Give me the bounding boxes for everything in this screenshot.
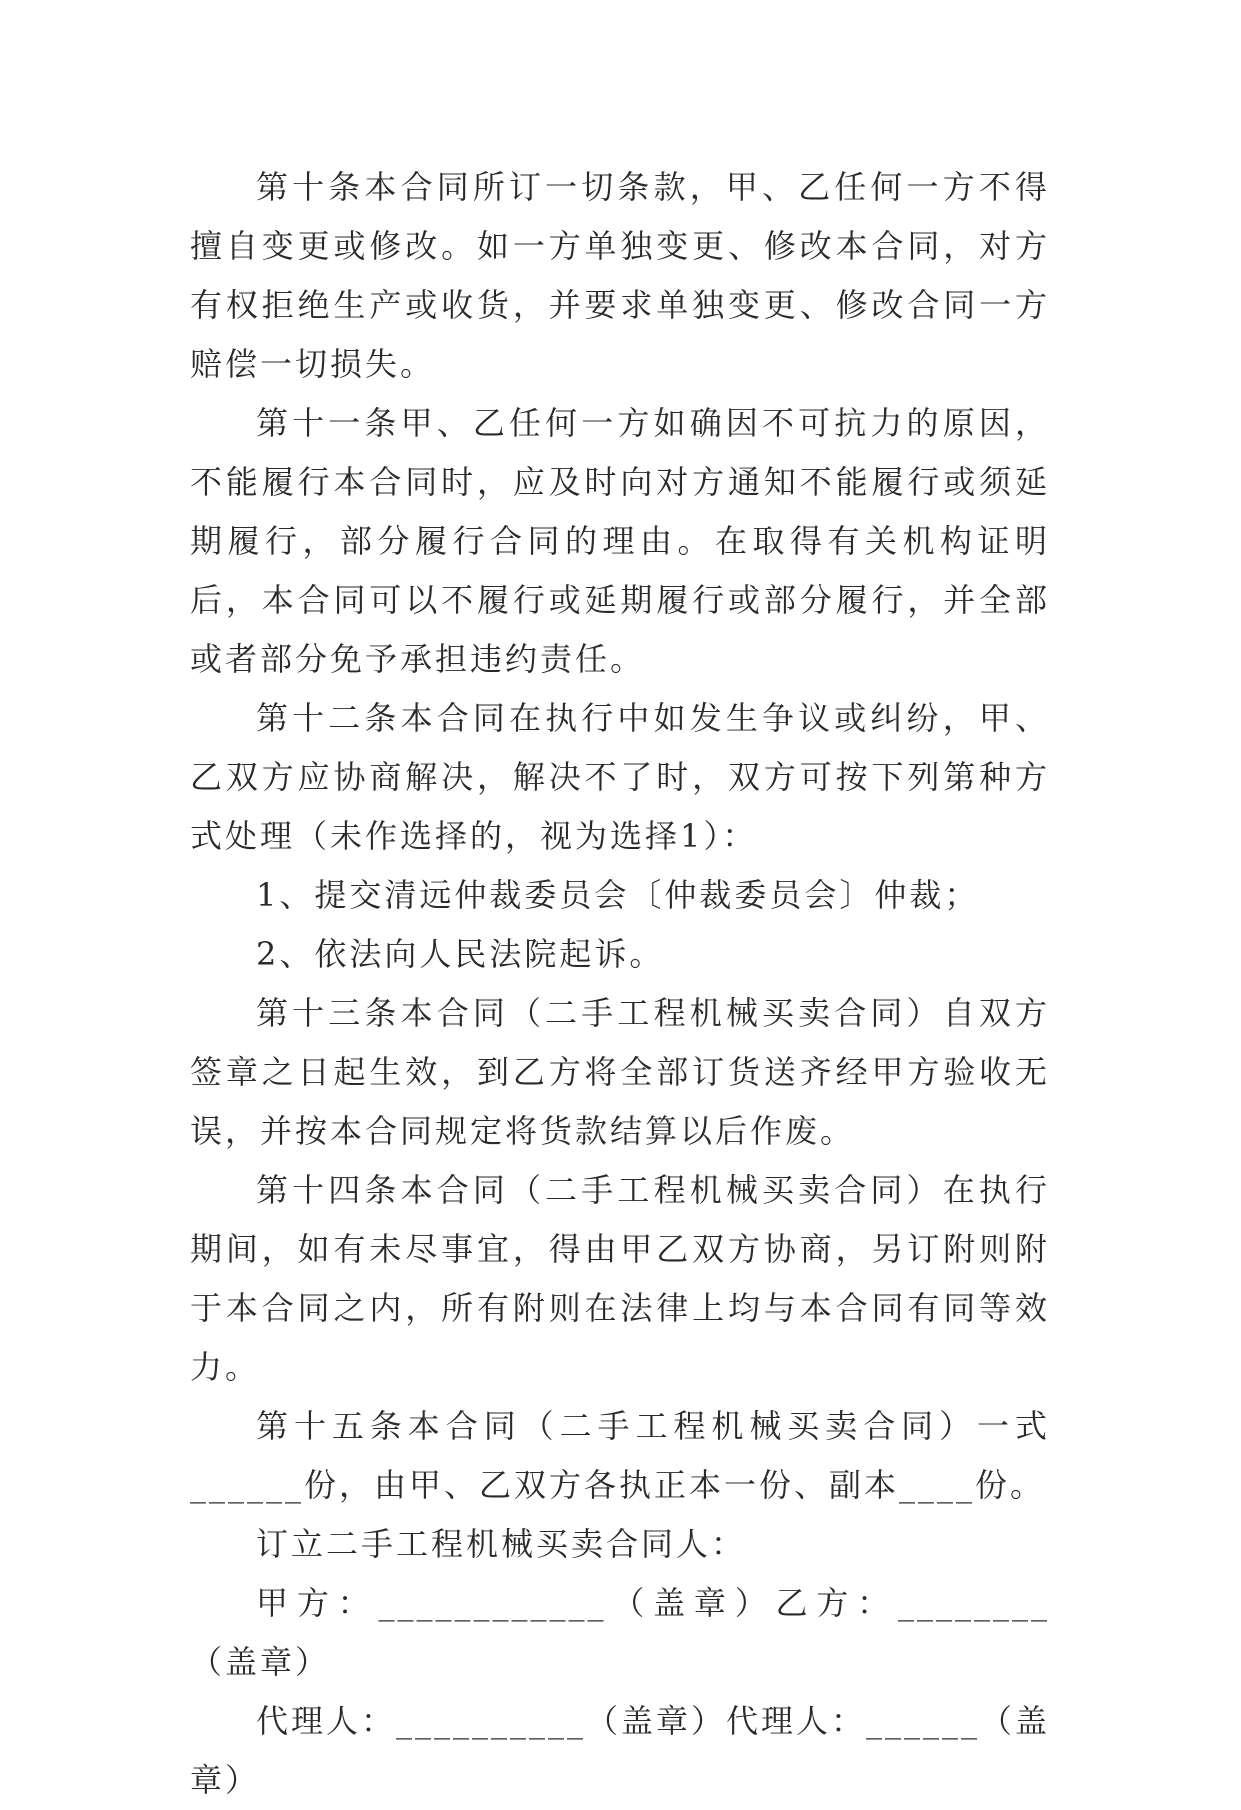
signatories-heading: 订立二手工程机械买卖合同人： xyxy=(256,1525,747,1563)
clause-10: 第十条本合同所订一切条款，甲、乙任何一方不得擅自变更或修改。如一方单独变更、修改本合同，对方有权拒绝生产或收货，并要求单独变更、修改合同一方赔偿一切损失。 xyxy=(190,168,1050,383)
document-body xyxy=(190,158,1050,1810)
clause-11: 第十一条甲、乙任何一方如确因不可抗力的原因，不能履行本合同时，应及时向对方通知不能履行或须延期履行，部分履行合同的理由。在取得有关机构证明后，本合同可以不履行或延期履行或部分履行，并全部或者部分免予承担违约责任。 xyxy=(190,404,1050,678)
clause-14: 第十四条本合同（二手工程机械买卖合同）在执行期间，如有未尽事宜，得由甲乙双方协商，另订附则附于本合同之内，所有附则在法律上均与本合同有同等效力。 xyxy=(190,1171,1050,1386)
agent-signature-line: 代理人：__________（盖章）代理人：______（盖章） xyxy=(190,1702,1051,1799)
clause-13: 第十三条本合同（二手工程机械买卖合同）自双方签章之日起生效，到乙方将全部订货送齐经甲方验收无误，并按本合同规定将货款结算以后作废。 xyxy=(190,994,1050,1150)
party-signature-line: 甲方：____________（盖章）乙方：________（盖章） xyxy=(190,1584,1050,1681)
clause-15: 第十五条本合同（二手工程机械买卖合同）一式______份，由甲、乙双方各执正本一份、副本____份。 xyxy=(190,1407,1050,1504)
clause-12: 第十二条本合同在执行中如发生争议或纠纷，甲、乙双方应协商解决，解决不了时，双方可按下列第种方式处理（未作选择的，视为选择1）： xyxy=(190,699,1050,855)
clause-12-option-1: 1、提交清远仲裁委员会〔仲裁委员会〕仲裁； xyxy=(256,876,980,914)
clause-12-option-2: 2、依法向人民法院起诉。 xyxy=(256,935,665,973)
